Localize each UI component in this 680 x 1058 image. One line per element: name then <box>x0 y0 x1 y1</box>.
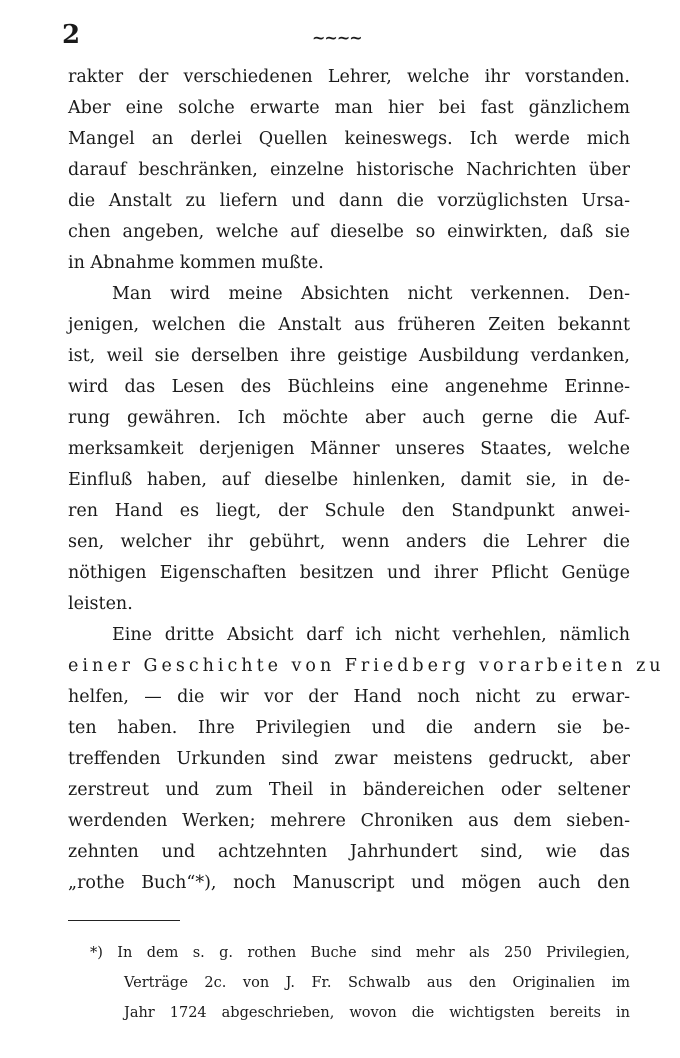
body-text <box>68 62 665 899</box>
body-line: in Abnahme kommen mußte. <box>68 253 324 273</box>
body-line: werdenden Werken; mehrere Chroniken aus dem sieben- <box>68 811 630 831</box>
body-line: leisten. <box>68 594 133 614</box>
body-line: rakter der verschiedenen Lehrer, welche ihr vorstanden. <box>68 67 630 87</box>
body-line: „rothe Buch“*), noch Manuscript und mögen auch den <box>68 873 630 893</box>
body-line: nöthigen Eigenschaften besitzen und ihrer Pflicht Genüge <box>68 563 630 583</box>
footnote-line: Jahr 1724 abgeschrieben, wovon die wichtigsten bereits in <box>124 1005 630 1021</box>
body-line: Aber eine solche erwarte man hier bei fast gänzlichem <box>68 98 630 118</box>
body-line: zerstreut und zum Theil in bändereichen oder seltener <box>68 780 630 800</box>
body-line: darauf beschränken, einzelne historische Nachrichten über <box>68 160 630 180</box>
body-line: jenigen, welchen die Anstalt aus früheren Zeiten bekannt <box>68 315 630 335</box>
body-line: Eine dritte Absicht darf ich nicht verhehlen, nämlich <box>112 625 630 645</box>
body-line: Mangel an derlei Quellen keineswegs. Ich werde mich <box>68 129 630 149</box>
body-line: rung gewähren. Ich möchte aber auch gerne die Auf- <box>68 408 630 428</box>
body-line: chen angeben, welche auf dieselbe so einwirkten, daß sie <box>68 222 630 242</box>
body-line: Man wird meine Absichten nicht verkennen. Den- <box>112 284 630 304</box>
footnote-divider <box>68 920 180 921</box>
body-line: einer Geschichte von Friedberg vorarbeiten zu <box>68 656 665 676</box>
footnote-line: Verträge 2c. von J. Fr. Schwalb aus den Originalien im <box>124 975 630 991</box>
body-line: die Anstalt zu liefern und dann die vorzüglichsten Ursa- <box>68 191 630 211</box>
body-line: treffenden Urkunden sind zwar meistens gedruckt, aber <box>68 749 630 769</box>
body-line: merksamkeit derjenigen Männer unseres Staates, welche <box>68 439 630 459</box>
body-line: helfen, — die wir vor der Hand noch nicht zu erwar- <box>68 687 630 707</box>
body-line: ist, weil sie derselben ihre geistige Ausbildung verdanken, <box>68 346 630 366</box>
body-line: wird das Lesen des Büchleins eine angenehme Erinne- <box>68 377 630 397</box>
body-line: ren Hand es liegt, der Schule den Standpunkt anwei- <box>68 501 630 521</box>
header-ornament: ~~~~ <box>312 28 362 47</box>
page-number: 2 <box>62 20 81 50</box>
body-line: zehnten und achtzehnten Jahrhundert sind, wie das <box>68 842 630 862</box>
body-line: ten haben. Ihre Privilegien und die andern sie be- <box>68 718 630 738</box>
body-line: sen, welcher ihr gebührt, wenn anders die Lehrer die <box>68 532 630 552</box>
footnote-line: *) In dem s. g. rothen Buche sind mehr als 250 Privilegien, <box>90 945 630 961</box>
footnote <box>90 938 630 1028</box>
body-line: Einfluß haben, auf dieselbe hinlenken, damit sie, in de- <box>68 470 630 490</box>
